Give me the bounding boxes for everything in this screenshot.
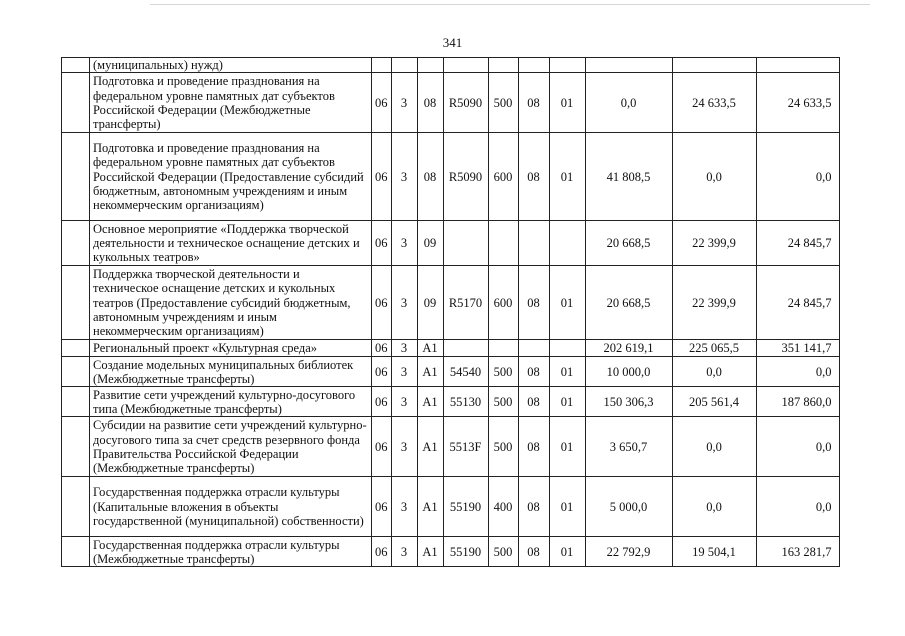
code-om-cell: 09 [417,221,443,266]
code-direction-cell: R5170 [443,266,488,340]
code-direction-cell: 54540 [443,357,488,387]
amount-year1-cell: 5 000,0 [585,477,672,537]
code-pp-cell: 3 [391,133,417,221]
code-pr-cell [549,340,585,357]
table-row [62,417,840,477]
amount-year2-cell: 22 399,9 [672,221,756,266]
row-marker-cell [62,133,90,221]
page-number: 341 [442,35,463,50]
code-gp-cell: 06 [372,357,392,387]
row-name-cell: Создание модельных муниципальных библиотек (Межбюджетные трансферты) [90,357,372,387]
code-direction-cell: 55190 [443,537,488,567]
table-row [62,477,840,537]
code-pp-cell: 3 [391,266,417,340]
amount-year1-cell: 0,0 [585,73,672,133]
table-row [62,58,840,73]
code-rz-cell [518,340,549,357]
code-gp-cell: 06 [372,133,392,221]
code-om-cell: A1 [417,417,443,477]
code-direction-cell [443,58,488,73]
code-vr-cell: 500 [488,357,518,387]
code-om-cell: A1 [417,537,443,567]
code-pp-cell [391,58,417,73]
amount-year1-cell: 20 668,5 [585,266,672,340]
amount-year3-cell: 187 860,0 [756,387,839,417]
row-name-cell: Развитие сети учреждений культурно-досугового типа (Межбюджетные трансферты) [90,387,372,417]
table-row [62,537,840,567]
row-marker-cell [62,537,90,567]
code-direction-cell: R5090 [443,133,488,221]
code-pr-cell [549,221,585,266]
amount-year2-cell: 24 633,5 [672,73,756,133]
code-rz-cell: 08 [518,266,549,340]
amount-year2-cell: 205 561,4 [672,387,756,417]
code-pr-cell: 01 [549,357,585,387]
code-pr-cell: 01 [549,417,585,477]
code-gp-cell: 06 [372,266,392,340]
table-row [62,133,840,221]
amount-year2-cell [672,58,756,73]
amount-year2-cell: 19 504,1 [672,537,756,567]
code-rz-cell [518,221,549,266]
row-marker-cell [62,417,90,477]
code-rz-cell: 08 [518,537,549,567]
code-pp-cell: 3 [391,73,417,133]
amount-year1-cell: 41 808,5 [585,133,672,221]
code-pr-cell [549,58,585,73]
code-vr-cell: 500 [488,537,518,567]
code-om-cell: 08 [417,73,443,133]
code-gp-cell: 06 [372,73,392,133]
code-gp-cell: 06 [372,537,392,567]
code-rz-cell: 08 [518,133,549,221]
row-name-cell: (муниципальных) нужд) [90,58,372,73]
code-om-cell: A1 [417,387,443,417]
table-row [62,73,840,133]
amount-year1-cell: 202 619,1 [585,340,672,357]
row-name-cell: Субсидии на развитие сети учреждений культурно-досугового типа за счет средств резервного фонда Правительства Российской Федерации (Межбюджетные трансферты) [90,417,372,477]
code-om-cell: A1 [417,357,443,387]
amount-year1-cell: 20 668,5 [585,221,672,266]
code-om-cell: A1 [417,477,443,537]
code-gp-cell: 06 [372,221,392,266]
row-name-cell: Государственная поддержка отрасли культуры (Капитальные вложения в объекты государственной (муниципальной) собственности) [90,477,372,537]
code-vr-cell: 600 [488,266,518,340]
amount-year3-cell: 351 141,7 [756,340,839,357]
code-om-cell: A1 [417,340,443,357]
code-gp-cell: 06 [372,417,392,477]
amount-year2-cell: 0,0 [672,477,756,537]
code-gp-cell: 06 [372,340,392,357]
code-pp-cell: 3 [391,340,417,357]
amount-year2-cell: 22 399,9 [672,266,756,340]
code-om-cell [417,58,443,73]
row-marker-cell [62,58,90,73]
code-pp-cell: 3 [391,537,417,567]
amount-year3-cell: 0,0 [756,133,839,221]
code-direction-cell: 5513F [443,417,488,477]
code-vr-cell: 500 [488,417,518,477]
table-row [62,387,840,417]
amount-year3-cell: 24 845,7 [756,221,839,266]
code-pp-cell: 3 [391,417,417,477]
table-body [62,58,840,567]
amount-year3-cell: 0,0 [756,417,839,477]
code-pp-cell: 3 [391,357,417,387]
row-marker-cell [62,73,90,133]
table-row [62,357,840,387]
code-vr-cell [488,58,518,73]
code-om-cell: 09 [417,266,443,340]
code-vr-cell [488,340,518,357]
row-marker-cell [62,266,90,340]
table-row [62,221,840,266]
amount-year3-cell [756,58,839,73]
amount-year2-cell: 0,0 [672,357,756,387]
code-direction-cell: 55190 [443,477,488,537]
code-gp-cell: 06 [372,477,392,537]
row-marker-cell [62,477,90,537]
row-name-cell: Подготовка и проведение празднования на федеральном уровне памятных дат субъектов Российской Федерации (Межбюджетные трансферты) [90,73,372,133]
code-rz-cell: 08 [518,73,549,133]
amount-year3-cell: 163 281,7 [756,537,839,567]
budget-table [61,57,840,567]
amount-year3-cell: 24 633,5 [756,73,839,133]
table-row [62,266,840,340]
code-rz-cell: 08 [518,417,549,477]
amount-year1-cell: 10 000,0 [585,357,672,387]
code-pp-cell: 3 [391,387,417,417]
amount-year3-cell: 0,0 [756,477,839,537]
code-rz-cell [518,58,549,73]
table-row [62,340,840,357]
code-pr-cell: 01 [549,133,585,221]
amount-year3-cell: 24 845,7 [756,266,839,340]
code-vr-cell: 500 [488,387,518,417]
row-name-cell: Поддержка творческой деятельности и техническое оснащение детских и кукольных театров (Предоставление субсидий бюджетным, автономным учреждениям и иным некоммерческим организациям) [90,266,372,340]
code-rz-cell: 08 [518,477,549,537]
amount-year2-cell: 225 065,5 [672,340,756,357]
code-direction-cell [443,340,488,357]
row-marker-cell [62,221,90,266]
scan-artifact-line [150,4,870,5]
code-vr-cell: 500 [488,73,518,133]
row-marker-cell [62,387,90,417]
amount-year2-cell: 0,0 [672,133,756,221]
amount-year1-cell [585,58,672,73]
code-rz-cell: 08 [518,357,549,387]
code-direction-cell: 55130 [443,387,488,417]
amount-year1-cell: 3 650,7 [585,417,672,477]
row-name-cell: Государственная поддержка отрасли культуры (Межбюджетные трансферты) [90,537,372,567]
code-pr-cell: 01 [549,477,585,537]
code-vr-cell [488,221,518,266]
row-marker-cell [62,340,90,357]
row-marker-cell [62,357,90,387]
code-direction-cell: R5090 [443,73,488,133]
code-vr-cell: 600 [488,133,518,221]
amount-year2-cell: 0,0 [672,417,756,477]
code-rz-cell: 08 [518,387,549,417]
code-pr-cell: 01 [549,73,585,133]
code-om-cell: 08 [417,133,443,221]
amount-year1-cell: 22 792,9 [585,537,672,567]
row-name-cell: Основное мероприятие «Поддержка творческой деятельности и техническое оснащение детских и кукольных театров» [90,221,372,266]
code-pr-cell: 01 [549,537,585,567]
code-pp-cell: 3 [391,221,417,266]
amount-year1-cell: 150 306,3 [585,387,672,417]
amount-year3-cell: 0,0 [756,357,839,387]
code-pr-cell: 01 [549,387,585,417]
code-gp-cell [372,58,392,73]
row-name-cell: Региональный проект «Культурная среда» [90,340,372,357]
row-name-cell: Подготовка и проведение празднования на федеральном уровне памятных дат субъектов Российской Федерации (Предоставление субсидий бюджетным, автономным учреждениям и иным некоммерческим организациям) [90,133,372,221]
code-vr-cell: 400 [488,477,518,537]
code-pr-cell: 01 [549,266,585,340]
code-direction-cell [443,221,488,266]
code-gp-cell: 06 [372,387,392,417]
code-pp-cell: 3 [391,477,417,537]
